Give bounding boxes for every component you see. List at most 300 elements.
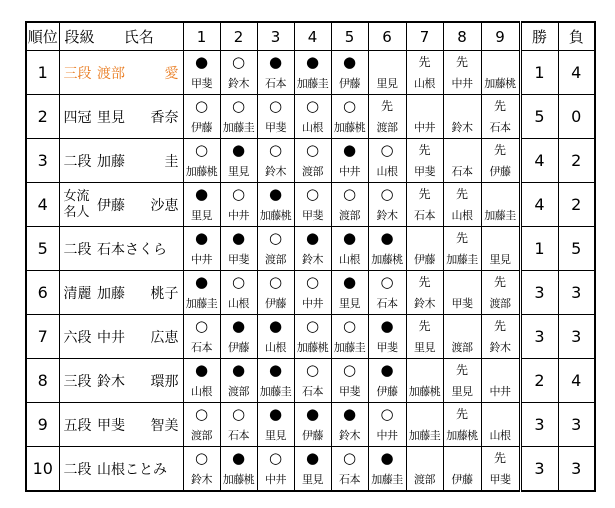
game-cell-round-8 — [443, 227, 481, 271]
opponent-name: 伊藤 — [302, 429, 323, 442]
player-surname: 甲斐 — [97, 418, 125, 434]
loss-mark: ● — [268, 317, 283, 335]
game-cell-round-7 — [406, 139, 443, 183]
loss-mark: ● — [194, 185, 209, 203]
game-cell-round-6 — [368, 315, 406, 359]
sente-mark: 先 — [455, 55, 468, 69]
win-mark: ○ — [342, 185, 357, 203]
opponent-name: 渡部 — [228, 385, 249, 398]
opponent-name: 石本 — [228, 429, 249, 442]
game-cell-round-5 — [331, 95, 368, 139]
rank-cell: 9 — [26, 403, 59, 447]
player-name-cell — [95, 227, 183, 271]
header-round-7: 7 — [406, 22, 443, 51]
game-cell-round-2 — [220, 447, 257, 492]
opponent-name: 鈴木 — [414, 297, 435, 310]
game-cell-round-1 — [183, 315, 220, 359]
opponent-name: 加藤圭 — [484, 209, 516, 222]
league-standings-table — [25, 21, 596, 492]
win-mark: ○ — [268, 273, 283, 291]
header-round-6: 6 — [368, 22, 406, 51]
wins-cell: 1 — [520, 227, 558, 271]
win-mark: ○ — [305, 141, 320, 159]
win-mark: ○ — [231, 53, 246, 71]
game-cell-round-6 — [368, 227, 406, 271]
player-surname: 中井 — [97, 330, 125, 346]
win-mark: ○ — [231, 185, 246, 203]
opponent-name: 山根 — [376, 165, 398, 178]
win-mark: ○ — [194, 449, 209, 467]
player-given-name: 広恵 — [150, 330, 179, 346]
game-cell-round-3 — [257, 271, 294, 315]
player-given-name: 愛 — [164, 66, 179, 82]
opponent-name: 中井 — [265, 473, 286, 486]
opponent-name: 伊藤 — [489, 165, 511, 178]
opponent-name: 石本 — [451, 165, 473, 178]
sente-mark: 先 — [493, 99, 506, 113]
rank-cell: 6 — [26, 271, 59, 315]
game-cell-round-1 — [183, 227, 220, 271]
sente-mark: 先 — [493, 451, 506, 465]
opponent-name: 伊藤 — [191, 121, 212, 134]
loss-mark: ● — [268, 53, 283, 71]
loss-mark: ● — [342, 229, 357, 247]
win-mark: ○ — [194, 141, 209, 159]
game-cell-round-8 — [443, 271, 481, 315]
game-cell-round-5 — [331, 271, 368, 315]
sente-mark: 先 — [493, 275, 506, 289]
player-surname: 加藤 — [97, 154, 125, 170]
win-mark: ○ — [268, 141, 283, 159]
game-cell-round-3 — [257, 403, 294, 447]
player-name-cell — [95, 447, 183, 492]
opponent-name: 里見 — [228, 165, 249, 178]
game-cell-round-4 — [294, 51, 331, 95]
sente-mark: 先 — [418, 319, 431, 333]
wins-cell: 5 — [520, 95, 558, 139]
opponent-name: 加藤桃 — [222, 473, 255, 486]
opponent-name: 甲斐 — [339, 385, 360, 398]
player-surname: 里見 — [97, 110, 125, 126]
header-round-4: 4 — [294, 22, 331, 51]
opponent-name: 鈴木 — [265, 165, 286, 178]
opponent-name: 甲斐 — [265, 121, 286, 134]
opponent-name: 甲斐 — [451, 297, 473, 310]
game-cell-round-8 — [443, 95, 481, 139]
header-round-2: 2 — [220, 22, 257, 51]
player-surname: 鈴木 — [97, 374, 125, 390]
game-cell-round-9 — [481, 359, 520, 403]
game-cell-round-1 — [183, 359, 220, 403]
opponent-name: 石本 — [376, 297, 398, 310]
opponent-name: 渡部 — [376, 121, 398, 134]
win-mark: ○ — [380, 273, 394, 291]
opponent-name: 山根 — [191, 385, 212, 398]
game-cell-round-2 — [220, 139, 257, 183]
wins-cell: 3 — [520, 403, 558, 447]
win-mark: ○ — [194, 317, 209, 335]
opponent-name: 山根 — [414, 77, 435, 90]
sente-mark: 先 — [493, 143, 506, 157]
header-round-8: 8 — [443, 22, 481, 51]
player-surname: 渡部 — [97, 66, 125, 82]
game-cell-round-8 — [443, 51, 481, 95]
opponent-name: 山根 — [265, 341, 286, 354]
win-mark: ○ — [305, 273, 320, 291]
sente-mark: 先 — [418, 143, 431, 157]
win-mark: ○ — [231, 405, 246, 423]
opponent-name: 加藤桃 — [446, 429, 478, 442]
loss-mark: ● — [194, 53, 209, 71]
game-cell-round-4 — [294, 95, 331, 139]
wins-cell: 3 — [520, 271, 558, 315]
dan-line-1: 女流 — [63, 188, 90, 204]
game-cell-round-6 — [368, 183, 406, 227]
opponent-name: 石本 — [489, 121, 511, 134]
wins-cell: 4 — [520, 139, 558, 183]
header-rank: 順位 — [26, 22, 59, 51]
win-mark: ○ — [268, 97, 283, 115]
game-cell-round-8 — [443, 183, 481, 227]
dan-cell: 四冠 — [59, 95, 95, 139]
rank-cell: 7 — [26, 315, 59, 359]
opponent-name: 中井 — [414, 121, 435, 134]
opponent-name: 山根 — [228, 297, 249, 310]
game-cell-round-7 — [406, 315, 443, 359]
opponent-name: 渡部 — [339, 209, 360, 222]
table-row — [26, 51, 595, 95]
opponent-name: 加藤圭 — [371, 473, 403, 486]
opponent-name: 加藤桃 — [185, 165, 218, 178]
opponent-name: 鈴木 — [339, 429, 360, 442]
opponent-name: 里見 — [414, 341, 435, 354]
game-cell-round-1 — [183, 447, 220, 492]
game-cell-round-7 — [406, 359, 443, 403]
win-mark: ○ — [342, 361, 357, 379]
loss-mark: ● — [305, 53, 320, 71]
player-given-name: 圭 — [164, 154, 179, 170]
player-surname: 加藤 — [97, 286, 125, 302]
opponent-name: 石本 — [302, 385, 323, 398]
game-cell-round-6 — [368, 359, 406, 403]
sente-mark: 先 — [380, 99, 393, 113]
opponent-name: 鈴木 — [191, 473, 212, 486]
rank-cell: 5 — [26, 227, 59, 271]
loss-mark: ● — [231, 361, 246, 379]
game-cell-round-2 — [220, 315, 257, 359]
losses-cell: 5 — [558, 227, 595, 271]
game-cell-round-2 — [220, 227, 257, 271]
opponent-name: 中井 — [451, 77, 473, 90]
opponent-name: 中井 — [302, 297, 323, 310]
win-mark: ○ — [194, 97, 209, 115]
opponent-name: 加藤圭 — [259, 385, 292, 398]
loss-mark: ● — [342, 405, 357, 423]
losses-cell: 2 — [558, 183, 595, 227]
opponent-name: 渡部 — [265, 253, 286, 266]
loss-mark: ● — [342, 53, 357, 71]
opponent-name: 甲斐 — [376, 341, 398, 354]
opponent-name: 鈴木 — [376, 209, 398, 222]
opponent-name: 加藤桃 — [296, 341, 329, 354]
opponent-name: 渡部 — [191, 429, 212, 442]
game-cell-round-7 — [406, 95, 443, 139]
opponent-name: 石本 — [414, 209, 435, 222]
loss-mark: ● — [380, 317, 394, 335]
losses-cell: 2 — [558, 139, 595, 183]
header-name: 氏名 — [95, 22, 183, 51]
game-cell-round-7 — [406, 51, 443, 95]
game-cell-round-9 — [481, 403, 520, 447]
loss-mark: ● — [380, 361, 394, 379]
opponent-name: 伊藤 — [376, 385, 398, 398]
game-cell-round-3 — [257, 227, 294, 271]
game-cell-round-7 — [406, 271, 443, 315]
game-cell-round-8 — [443, 359, 481, 403]
game-cell-round-4 — [294, 315, 331, 359]
win-mark: ○ — [231, 97, 246, 115]
game-cell-round-4 — [294, 271, 331, 315]
player-fullname: 石本さくら — [97, 242, 167, 258]
header-round-9: 9 — [481, 22, 520, 51]
opponent-name: 里見 — [376, 77, 398, 90]
opponent-name: 中井 — [228, 209, 249, 222]
game-cell-round-9 — [481, 139, 520, 183]
losses-cell: 0 — [558, 95, 595, 139]
win-mark: ○ — [268, 229, 283, 247]
opponent-name: 甲斐 — [489, 473, 511, 486]
game-cell-round-8 — [443, 315, 481, 359]
player-surname: 伊藤 — [97, 198, 125, 214]
loss-mark: ● — [194, 273, 209, 291]
game-cell-round-4 — [294, 447, 331, 492]
opponent-name: 里見 — [302, 473, 323, 486]
opponent-name: 加藤圭 — [446, 253, 478, 266]
game-cell-round-1 — [183, 95, 220, 139]
table-row — [26, 139, 595, 183]
wins-cell: 3 — [520, 447, 558, 492]
loss-mark: ● — [380, 229, 394, 247]
dan-cell: 二段 — [59, 227, 95, 271]
player-given-name: 智美 — [150, 418, 179, 434]
game-cell-round-5 — [331, 227, 368, 271]
player-name-cell — [95, 139, 183, 183]
loss-mark: ● — [342, 273, 357, 291]
opponent-name: 加藤桃 — [371, 253, 403, 266]
header-dan: 段級 — [59, 22, 95, 51]
game-cell-round-1 — [183, 51, 220, 95]
wins-cell: 4 — [520, 183, 558, 227]
opponent-name: 甲斐 — [302, 209, 323, 222]
opponent-name: 石本 — [265, 77, 286, 90]
game-cell-round-5 — [331, 359, 368, 403]
opponent-name: 里見 — [265, 429, 286, 442]
player-fullname: 山根ことみ — [97, 462, 167, 478]
opponent-name: 加藤桃 — [484, 77, 516, 90]
losses-cell: 3 — [558, 403, 595, 447]
game-cell-round-1 — [183, 139, 220, 183]
game-cell-round-4 — [294, 183, 331, 227]
table-row — [26, 359, 595, 403]
opponent-name: 里見 — [339, 297, 360, 310]
game-cell-round-6 — [368, 447, 406, 492]
opponent-name: 加藤圭 — [222, 121, 255, 134]
loss-mark: ● — [268, 361, 283, 379]
opponent-name: 甲斐 — [228, 253, 249, 266]
loss-mark: ● — [268, 185, 283, 203]
player-given-name: 環那 — [150, 374, 179, 390]
game-cell-round-2 — [220, 51, 257, 95]
sente-mark: 先 — [455, 187, 468, 201]
opponent-name: 加藤圭 — [185, 297, 218, 310]
game-cell-round-8 — [443, 447, 481, 492]
loss-mark: ● — [231, 141, 246, 159]
game-cell-round-8 — [443, 139, 481, 183]
losses-cell: 4 — [558, 51, 595, 95]
header-round-1: 1 — [183, 22, 220, 51]
losses-cell: 4 — [558, 359, 595, 403]
table-row — [26, 95, 595, 139]
loss-mark: ● — [380, 449, 394, 467]
game-cell-round-5 — [331, 315, 368, 359]
game-cell-round-1 — [183, 183, 220, 227]
game-cell-round-7 — [406, 227, 443, 271]
opponent-name: 石本 — [339, 473, 360, 486]
loss-mark: ● — [194, 361, 209, 379]
opponent-name: 加藤圭 — [296, 77, 329, 90]
table-row — [26, 183, 595, 227]
dan-cell — [59, 183, 95, 227]
game-cell-round-3 — [257, 447, 294, 492]
opponent-name: 渡部 — [489, 297, 511, 310]
sente-mark: 先 — [418, 55, 431, 69]
game-cell-round-1 — [183, 403, 220, 447]
player-given-name: 桃子 — [150, 286, 179, 302]
player-name-cell — [95, 403, 183, 447]
opponent-name: 山根 — [451, 209, 473, 222]
win-mark: ○ — [380, 141, 394, 159]
wins-cell: 3 — [520, 315, 558, 359]
game-cell-round-2 — [220, 183, 257, 227]
dan-cell: 五段 — [59, 403, 95, 447]
opponent-name: 渡部 — [302, 165, 323, 178]
player-name-cell — [95, 359, 183, 403]
player-name-cell — [95, 51, 183, 95]
opponent-name: 中井 — [489, 385, 511, 398]
wins-cell: 2 — [520, 359, 558, 403]
loss-mark: ● — [194, 229, 209, 247]
opponent-name: 渡部 — [414, 473, 435, 486]
losses-cell: 3 — [558, 447, 595, 492]
win-mark: ○ — [380, 185, 394, 203]
opponent-name: 里見 — [489, 253, 511, 266]
wins-cell: 1 — [520, 51, 558, 95]
header-losses: 負 — [558, 22, 595, 51]
win-mark: ○ — [305, 97, 320, 115]
game-cell-round-5 — [331, 403, 368, 447]
game-cell-round-4 — [294, 139, 331, 183]
rank-cell: 2 — [26, 95, 59, 139]
game-cell-round-3 — [257, 183, 294, 227]
opponent-name: 中井 — [191, 253, 212, 266]
losses-cell: 3 — [558, 315, 595, 359]
opponent-name: 渡部 — [451, 341, 473, 354]
opponent-name: 加藤桃 — [259, 209, 292, 222]
sente-mark: 先 — [418, 275, 431, 289]
opponent-name: 里見 — [451, 385, 473, 398]
win-mark: ○ — [305, 361, 320, 379]
opponent-name: 山根 — [302, 121, 323, 134]
win-mark: ○ — [342, 317, 357, 335]
game-cell-round-1 — [183, 271, 220, 315]
game-cell-round-7 — [406, 447, 443, 492]
game-cell-round-9 — [481, 227, 520, 271]
player-given-name: 香奈 — [150, 110, 179, 126]
opponent-name: 中井 — [339, 165, 360, 178]
opponent-name: 山根 — [489, 429, 511, 442]
dan-line-2: 名人 — [63, 204, 90, 220]
rank-cell: 10 — [26, 447, 59, 492]
opponent-name: 加藤桃 — [333, 121, 366, 134]
game-cell-round-9 — [481, 95, 520, 139]
losses-cell: 3 — [558, 271, 595, 315]
player-name-cell — [95, 95, 183, 139]
header-row — [26, 22, 595, 51]
table-row — [26, 403, 595, 447]
game-cell-round-2 — [220, 403, 257, 447]
table-row — [26, 315, 595, 359]
loss-mark: ● — [342, 141, 357, 159]
opponent-name: 甲斐 — [191, 77, 212, 90]
sente-mark: 先 — [418, 187, 431, 201]
game-cell-round-3 — [257, 139, 294, 183]
win-mark: ○ — [268, 449, 283, 467]
dan-cell: 清麗 — [59, 271, 95, 315]
table-row — [26, 271, 595, 315]
player-name-cell — [95, 183, 183, 227]
opponent-name: 鈴木 — [228, 77, 249, 90]
game-cell-round-5 — [331, 447, 368, 492]
game-cell-round-5 — [331, 139, 368, 183]
opponent-name: 伊藤 — [414, 253, 435, 266]
loss-mark: ● — [305, 229, 320, 247]
game-cell-round-2 — [220, 95, 257, 139]
loss-mark: ● — [231, 449, 246, 467]
game-cell-round-6 — [368, 51, 406, 95]
game-cell-round-3 — [257, 95, 294, 139]
game-cell-round-4 — [294, 359, 331, 403]
game-cell-round-9 — [481, 51, 520, 95]
game-cell-round-7 — [406, 183, 443, 227]
game-cell-round-3 — [257, 359, 294, 403]
game-cell-round-3 — [257, 51, 294, 95]
table-row — [26, 447, 595, 492]
game-cell-round-6 — [368, 95, 406, 139]
game-cell-round-4 — [294, 403, 331, 447]
game-cell-round-5 — [331, 51, 368, 95]
opponent-name: 鈴木 — [302, 253, 323, 266]
dan-cell: 六段 — [59, 315, 95, 359]
game-cell-round-3 — [257, 315, 294, 359]
header-round-3: 3 — [257, 22, 294, 51]
game-cell-round-9 — [481, 271, 520, 315]
game-cell-round-4 — [294, 227, 331, 271]
sente-mark: 先 — [455, 407, 468, 421]
opponent-name: 伊藤 — [265, 297, 286, 310]
game-cell-round-8 — [443, 403, 481, 447]
sente-mark: 先 — [455, 231, 468, 245]
game-cell-round-2 — [220, 271, 257, 315]
